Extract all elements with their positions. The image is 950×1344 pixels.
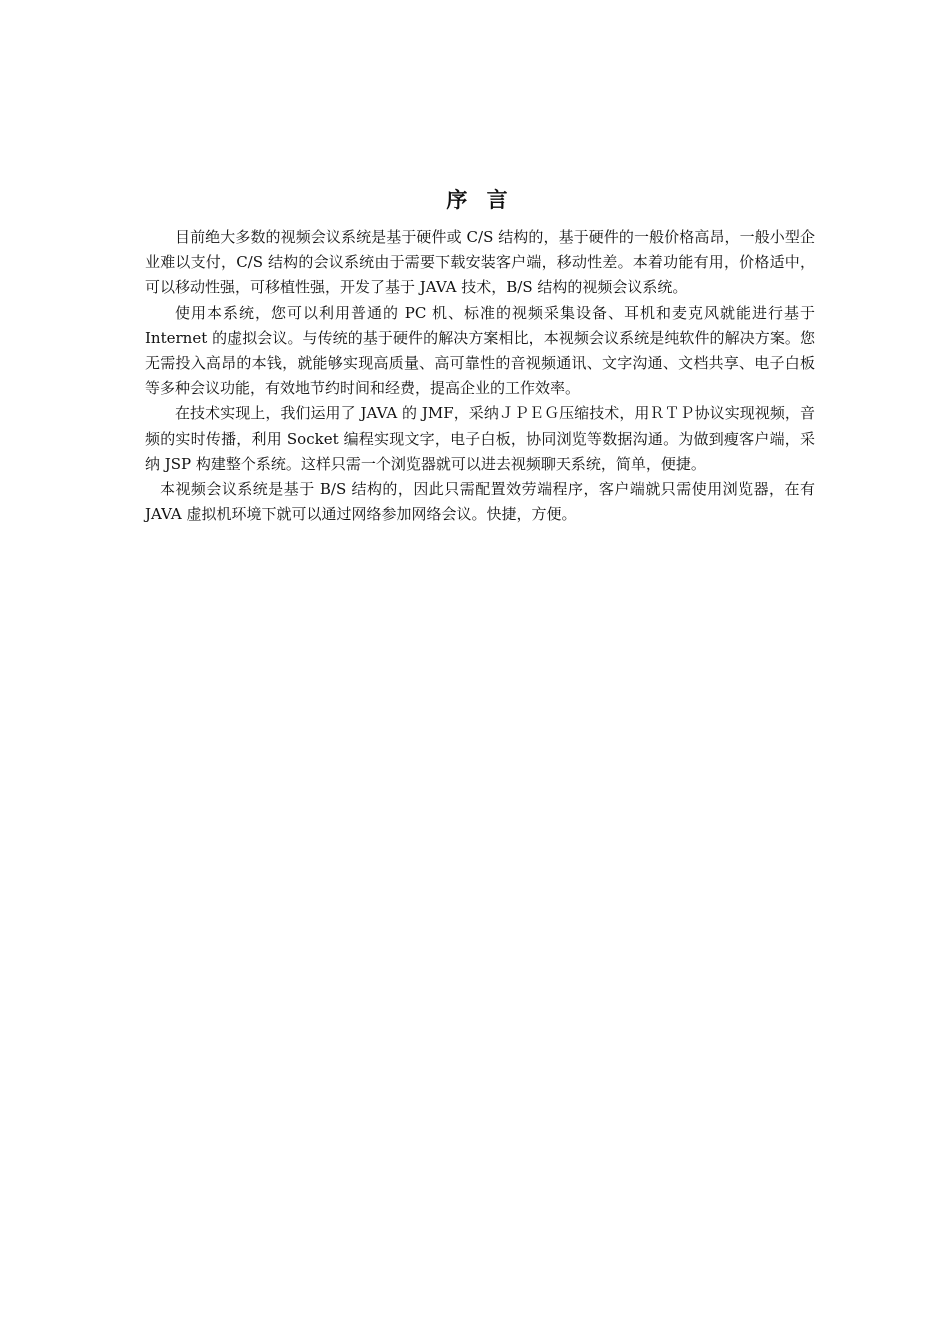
paragraph-1: 目前绝大多数的视频会议系统是基于硬件或 C/S 结构的，基于硬件的一般价格高昂，一般小型企业难以支付，C/S 结构的会议系统由于需要下载安装客户端，移动性差。本着功能有用，价格适中，可以移动性强，可移植性强，开发了基于 JAVA 技术，B/S 结构的视频会议系统。 [145,228,815,297]
paragraph-2: 使用本系统，您可以利用普通的 PC 机、标准的视频采集设备、耳机和麦克风就能进行基于 Internet 的虚拟会议。与传统的基于硬件的解决方案相比，本视频会议系统是纯软件的解决方案。您无需投入高昂的本钱，就能够实现高质量、高可靠性的音视频通讯、文字沟通、文档共享、电子白板等多种会议功能，有效地节约时间和经费，提高企业的工作效率。 [145,303,815,398]
document-body [145,185,815,527]
page-title: 序 言 [446,187,514,212]
paragraph-4: 本视频会议系统是基于 B/S 结构的，因此只需配置效劳端程序，客户端就只需使用浏览器，在有 JAVA 虚拟机环境下就可以通过网络参加网络会议。快捷，方便。 [145,480,815,524]
paragraph-3: 在技术实现上，我们运用了 JAVA 的 JMF，采纳ＪＰＥＧ压缩技术，用ＲＴＰ协议实现视频，音频的实时传播，利用 Socket 编程实现文字，电子白板，协同浏览等数据沟通。为做到瘦客户端，采纳 JSP 构建整个系统。这样只需一个浏览器就可以进去视频聊天系统，简单，便捷。 [145,404,815,473]
